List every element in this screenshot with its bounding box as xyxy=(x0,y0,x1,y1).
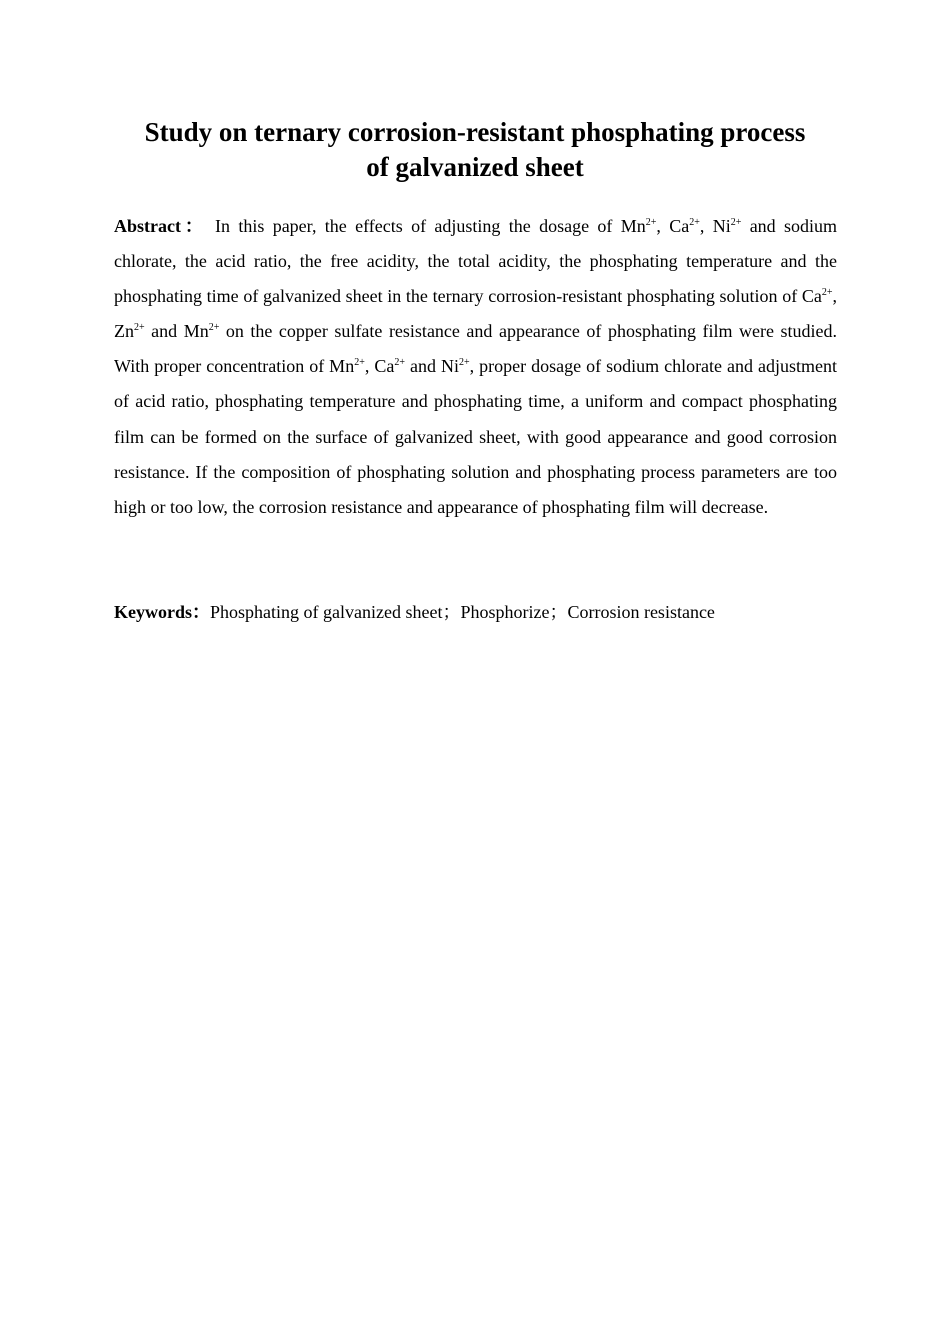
ion-charge-superscript: 2+ xyxy=(821,287,833,299)
keyword-item: Corrosion resistance xyxy=(567,602,715,622)
ion-charge-superscript: 2+ xyxy=(730,217,742,228)
abstract-text: on the copper sulfate resistance and appearance of phosphating film were studied. With proper concentration of Mn xyxy=(114,321,837,377)
keyword-item: Phosphating of galvanized sheet xyxy=(210,602,443,622)
abstract-text: , proper dosage of sodium chlorate and adjustment of acid ratio, phosphating temperature and phosphating time, a uniform and compact phosphating film can be formed on the surface of galvanized sheet, with good appearance and good corrosion resistance. If the composition of phosphating solution and phosphating process parameters are too high or too low, the corrosion resistance and appearance of phosphating film will decrease. xyxy=(114,356,838,517)
ion-charge-superscript: 2+ xyxy=(645,217,657,228)
ion-charge-superscript: 2+ xyxy=(689,217,700,228)
keyword-separator: ； xyxy=(549,602,568,622)
abstract-text: , Ni xyxy=(699,216,731,236)
abstract-paragraph xyxy=(114,209,837,525)
ion-charge-superscript: 2+ xyxy=(208,322,220,334)
keyword-item: Phosphorize xyxy=(460,602,550,622)
abstract-label: Abstract： xyxy=(114,216,207,236)
abstract-text: , Ca xyxy=(364,356,395,377)
paper-title-line-1: Study on ternary corrosion-resistant phosphating process xyxy=(144,117,806,147)
abstract-text: and Mn xyxy=(144,321,209,342)
paper-title-line-2: of galvanized sheet xyxy=(366,152,584,182)
ion-charge-superscript: 2+ xyxy=(354,357,365,369)
ion-charge-superscript: 2+ xyxy=(134,322,145,334)
abstract-text: In this paper, the effects of adjusting the dosage of Mn xyxy=(206,216,646,236)
paper-title xyxy=(100,115,850,185)
ion-charge-superscript: 2+ xyxy=(394,357,405,369)
keywords-label: Keywords： xyxy=(114,602,210,622)
abstract-text: , Zn xyxy=(114,286,837,342)
ion-charge-superscript: 2+ xyxy=(458,357,470,369)
keywords-line xyxy=(114,598,837,626)
abstract-text: , Ca xyxy=(656,216,690,236)
abstract-text: and sodium chlorate, the acid ratio, the free acidity, the total acidity, the phosphating temperature and the phosphating time of galvanized sheet in the ternary corrosion-resistant phosphating solution of Ca xyxy=(114,216,838,307)
keyword-separator: ； xyxy=(442,602,461,622)
abstract-text: and Ni xyxy=(404,356,459,377)
